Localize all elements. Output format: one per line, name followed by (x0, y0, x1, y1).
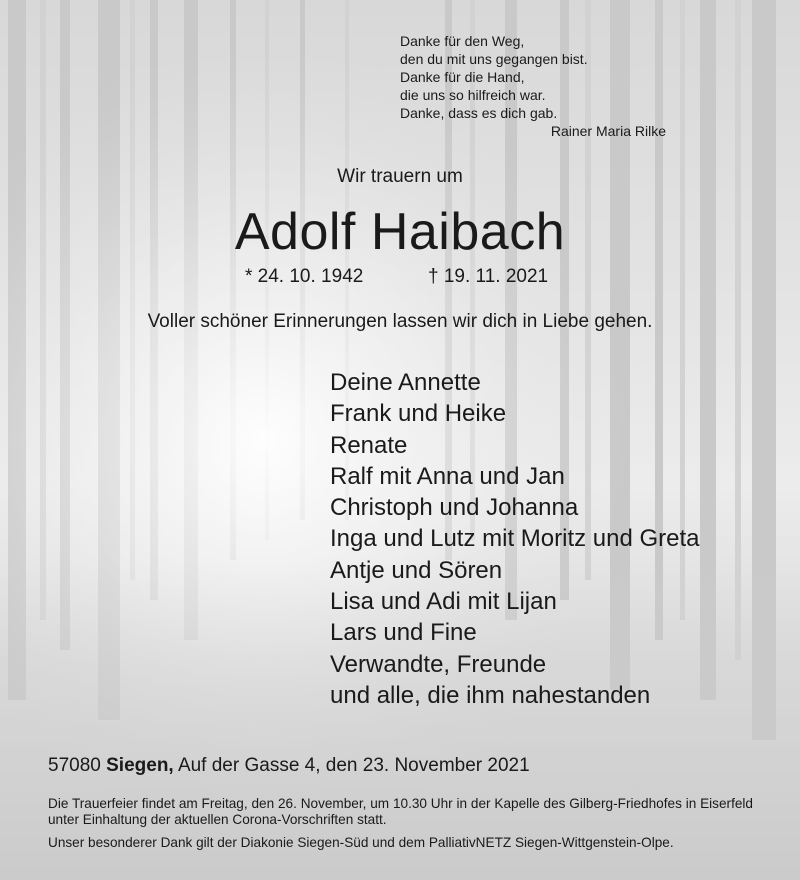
mourner-entry: Lisa und Adi mit Lijan (330, 588, 557, 616)
mourner-entry: Frank und Heike (330, 400, 507, 428)
poem-author: Rainer Maria Rilke (550, 123, 666, 139)
mourner-entry: Ralf mit Anna und Jan (330, 462, 565, 490)
mourner-entry: Christoph und Johanna (330, 494, 579, 522)
mourner-entry: Renate (330, 431, 408, 459)
death-date: † 19. 11. 2021 (428, 266, 549, 287)
birth-date: * 24. 10. 1942 (245, 266, 364, 287)
mourner-entry: und alle, die ihm nahestanden (330, 681, 651, 709)
intro-text: Wir trauern um (337, 166, 463, 187)
mourner-entry: Inga und Lutz mit Moritz und Greta (330, 525, 700, 553)
poem-line: den du mit uns gegangen bist. (400, 51, 588, 67)
mourners-list (330, 367, 790, 711)
farewell-text: Voller schöner Erinnerungen lassen wir dich in Liebe gehen. (147, 311, 653, 332)
deceased-name: Adolf Haibach (234, 203, 566, 261)
address-line (48, 755, 530, 777)
address-street-date: Auf der Gasse 4, den 23. November 2021 (177, 755, 530, 776)
address-zip: 57080 (48, 755, 101, 776)
poem-line: Danke für die Hand, (400, 69, 525, 85)
mourner-entry: Verwandte, Freunde (330, 650, 547, 678)
rilke-poem (400, 32, 670, 140)
poem-line: die uns so hilfreich war. (400, 87, 546, 103)
ceremony-info: Die Trauerfeier findet am Freitag, den 26. November, um 10.30 Uhr in der Kapelle des Gilberg-Friedhofes in Eiserfeld unter Einhaltung der aktuellen Corona-Vorschriften statt. (48, 796, 753, 827)
address-city: Siegen, (106, 755, 174, 776)
thanks-text: Unser besonderer Dank gilt der Diakonie Siegen-Süd und dem PalliativNETZ Siegen-Wittgenstein-Olpe. (48, 835, 674, 850)
poem-line: Danke für den Weg, (400, 33, 525, 49)
poem-line: Danke, dass es dich gab. (400, 105, 558, 121)
mourner-entry: Lars und Fine (330, 619, 477, 647)
mourner-entry: Antje und Sören (330, 556, 503, 584)
mourner-entry: Deine Annette (330, 369, 481, 396)
